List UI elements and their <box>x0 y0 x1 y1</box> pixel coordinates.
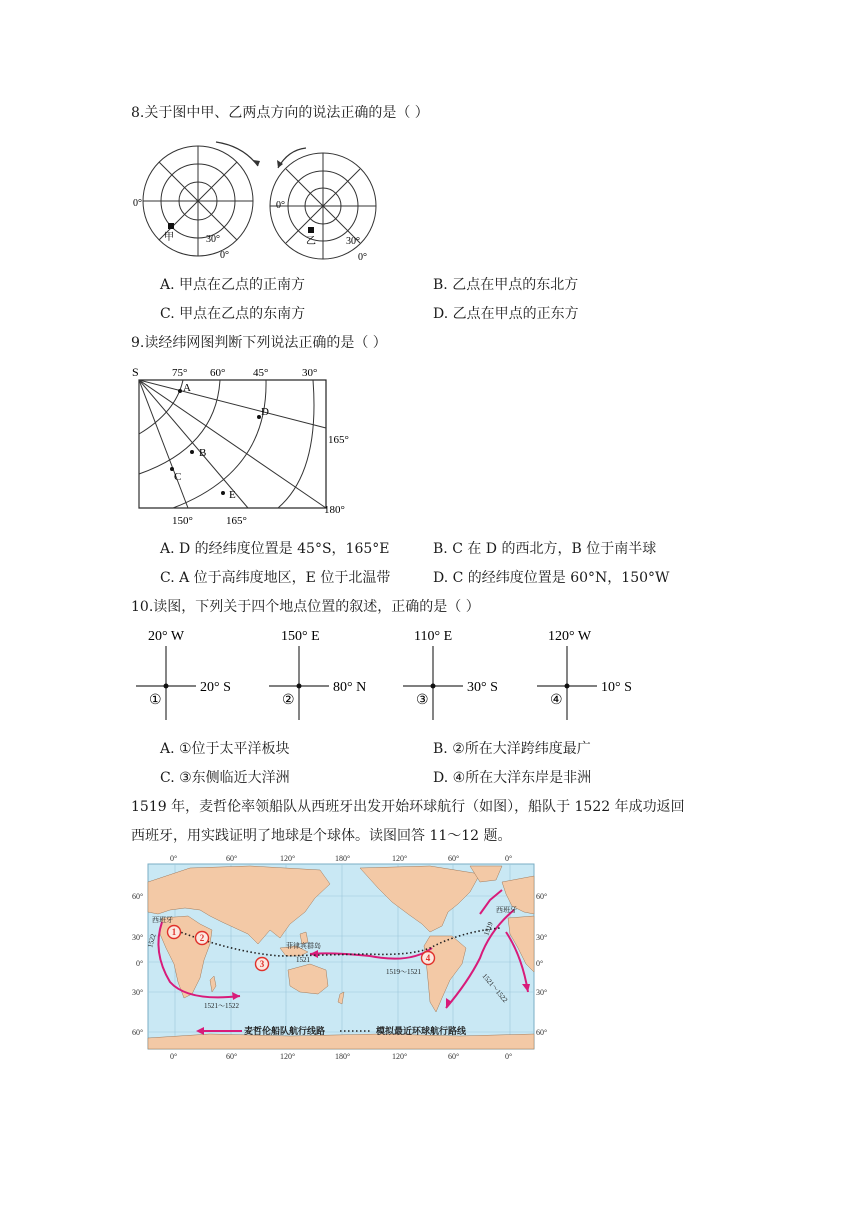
year-1519-1521-label: 1519～1521 <box>386 968 421 976</box>
p3-lat: 30° S <box>467 680 498 695</box>
left-tick-1: 30° <box>132 933 144 942</box>
top-tick-4: 120° <box>392 854 408 863</box>
spain-left-label: 西班牙 <box>152 916 173 924</box>
right-tick-3: 30° <box>536 988 548 997</box>
q10-option-b: B. ②所在大洋跨纬度最广 <box>433 741 591 757</box>
marker-2-label: 2 <box>199 933 205 943</box>
p4-num: ④ <box>550 693 563 708</box>
left-tick-2: 0° <box>136 959 144 968</box>
top-tick-1: 60° <box>226 854 238 863</box>
top-tick-2: 120° <box>280 854 296 863</box>
q10-option-c: C. ③东侧临近大洋洲 <box>160 770 290 786</box>
p1-num: ① <box>149 693 162 708</box>
right-tick-0: 60° <box>536 892 548 901</box>
legend-shortest: 模拟最近环球航行路线 <box>376 1026 467 1036</box>
top-tick-6: 0° <box>505 854 513 863</box>
p2-lon: 150° E <box>281 629 320 644</box>
p3-num: ③ <box>416 693 429 708</box>
q8-stem: 8.关于图中甲、乙两点方向的说法正确的是（ ） <box>131 105 429 121</box>
p1-lat: 20° S <box>200 680 231 695</box>
marker-4-label: 4 <box>425 953 431 963</box>
point-a-label: A <box>183 382 191 394</box>
q8-polar-figure <box>128 134 378 264</box>
right-tick-2: 0° <box>536 959 544 968</box>
q9-option-b: B. C 在 D 的西北方，B 位于南半球 <box>433 541 657 557</box>
q10-points-figure <box>130 624 640 724</box>
legend-magellan: 麦哲伦船队航行线路 <box>244 1026 326 1036</box>
point-c-label: C <box>174 471 182 483</box>
q10-stem: 10.读图，下列关于四个地点位置的叙述，正确的是（ ） <box>131 599 480 615</box>
p2-lat: 80° N <box>333 680 367 695</box>
lon150-label: 150° <box>172 515 193 527</box>
year-1519-label: 1519 <box>482 920 495 937</box>
q9-option-c: C. A 位于高纬度地区，E 位于北温带 <box>160 570 391 586</box>
point-d-label: D <box>261 406 269 418</box>
q8-option-d: D. 乙点在甲点的正东方 <box>433 306 579 322</box>
s-label: S <box>132 365 139 379</box>
q9-option-a: A. D 的经纬度位置是 45°S，165°E <box>160 541 390 557</box>
lon165r-label: 165° <box>328 434 349 446</box>
p1-lon: 20° W <box>148 629 185 644</box>
q10-option-a: A. ①位于太平洋板块 <box>160 741 290 757</box>
q10-option-d: D. ④所在大洋东岸是非洲 <box>433 770 592 786</box>
right-rotation-arrow <box>278 148 306 168</box>
p3-lon: 110° E <box>414 629 453 644</box>
lat60-label: 60° <box>210 367 226 379</box>
philippines-label: 菲律宾群岛 <box>286 942 321 950</box>
year-1521-1522-b-label: 1521～1522 <box>480 972 510 1005</box>
p4-lon: 120° W <box>548 629 592 644</box>
marker-1-label: 1 <box>171 927 177 937</box>
bottom-tick-5: 60° <box>448 1052 460 1061</box>
bottom-tick-0: 0° <box>170 1052 178 1061</box>
left-tick-4: 60° <box>132 1028 144 1037</box>
lat45-label: 45° <box>253 367 269 379</box>
lat75-label: 75° <box>172 367 188 379</box>
right-0-label: 0° <box>276 200 285 211</box>
bottom-tick-6: 0° <box>505 1052 513 1061</box>
year-1521-label: 1521 <box>296 956 310 964</box>
left-tick-0: 60° <box>132 892 144 901</box>
intro-line-2: 西班牙，用实践证明了地球是个球体。读图回答 11～12 题。 <box>131 828 512 844</box>
right-30-label: 30° <box>346 236 360 247</box>
left-tick-3: 30° <box>132 988 144 997</box>
right-tick-4: 60° <box>536 1028 548 1037</box>
q9-grid-figure <box>128 362 360 528</box>
year-1521-1522-a-label: 1521～1522 <box>204 1002 239 1010</box>
bottom-tick-2: 120° <box>280 1052 296 1061</box>
lon180-label: 180° <box>324 504 345 516</box>
q8-option-c: C. 甲点在乙点的东南方 <box>160 306 306 322</box>
left-polar-grid <box>143 146 253 256</box>
right-0b-label: 0° <box>358 252 367 263</box>
year-1522-label: 1522 <box>146 932 158 949</box>
point-e-label: E <box>229 489 236 501</box>
p4-lat: 10° S <box>601 680 632 695</box>
left-0-label: 0° <box>133 198 142 209</box>
point-yi-marker <box>308 227 314 233</box>
intro-line-1: 1519 年，麦哲伦率领船队从西班牙出发开始环球航行（如图），船队于 1522 年成功返回 <box>131 799 685 815</box>
q9-stem: 9.读经纬网图判断下列说法正确的是（ ） <box>131 335 387 351</box>
lat30-label: 30° <box>302 367 318 379</box>
marker-3-label: 3 <box>259 959 265 969</box>
right-polar-grid <box>270 153 376 259</box>
q8-option-a: A. 甲点在乙点的正南方 <box>160 277 306 293</box>
bottom-tick-3: 180° <box>335 1052 351 1061</box>
top-tick-0: 0° <box>170 854 178 863</box>
left-0b-label: 0° <box>220 250 229 261</box>
point-b-label: B <box>199 447 207 459</box>
bottom-tick-4: 120° <box>392 1052 408 1061</box>
jia-label: 甲 <box>164 232 174 243</box>
q8-option-b: B. 乙点在甲点的东北方 <box>433 277 579 293</box>
lon165b-label: 165° <box>226 515 247 527</box>
top-tick-3: 180° <box>335 854 351 863</box>
bottom-tick-1: 60° <box>226 1052 238 1061</box>
spain-right-label: 西班牙 <box>496 906 517 914</box>
p2-num: ② <box>282 693 295 708</box>
yi-label: 乙 <box>306 236 316 247</box>
q9-option-d: D. C 的经纬度位置是 60°N，150°W <box>433 570 670 586</box>
left-30-label: 30° <box>206 234 220 245</box>
magellan-world-map <box>130 852 550 1062</box>
point-jia-marker <box>168 223 174 229</box>
top-tick-5: 60° <box>448 854 460 863</box>
right-tick-1: 30° <box>536 933 548 942</box>
